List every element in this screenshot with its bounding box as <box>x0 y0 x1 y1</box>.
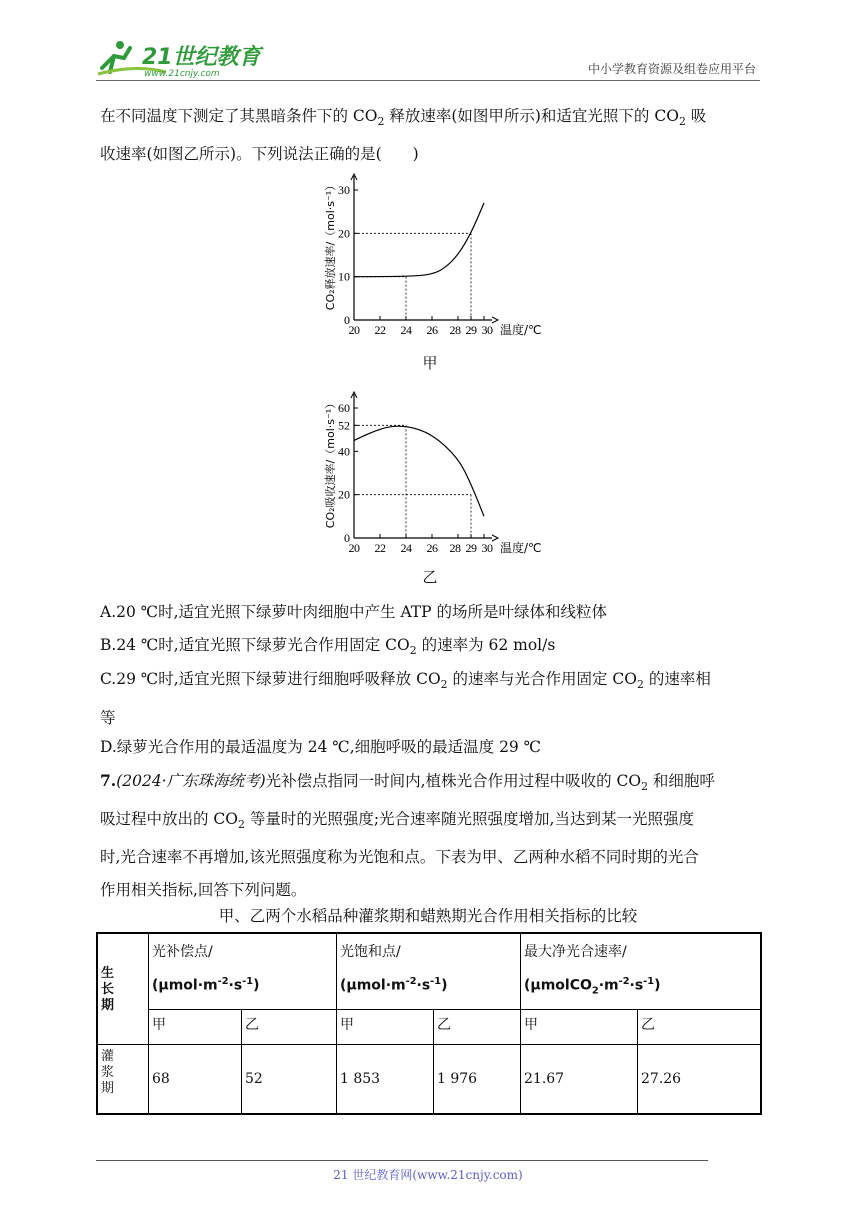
chart-jia-caption: 甲 <box>422 354 438 372</box>
y-tick-label: 52 <box>338 418 350 433</box>
y-tick-label: 0 <box>344 313 350 327</box>
y-tick-label: 40 <box>338 444 350 459</box>
y-tick-label: 60 <box>338 401 350 415</box>
chart-jia <box>310 168 550 358</box>
x-axis-label: 温度/℃ <box>500 541 542 555</box>
x-tick-label: 24 <box>400 323 412 337</box>
logo-url: www.21cnjy.com <box>144 69 220 78</box>
y-tick-label: 0 <box>344 531 350 545</box>
x-tick-label: 29 <box>465 323 477 337</box>
intro-paragraph: 在不同温度下测定了其黑暗条件下的 $CO_2$ 释放速率(如图甲所示)和适宜光照下的 $CO_2$ 吸 收速率(如图乙所示)。下列说法正确的是( ) <box>100 107 707 164</box>
option-b: B.24 ℃时,适宜光照下绿萝光合作用固定 $CO_2$ 的速率为 62 mol/s <box>100 636 556 658</box>
x-tick-label: 24 <box>400 541 412 555</box>
x-tick-label: 26 <box>426 541 438 555</box>
series-line <box>354 203 484 277</box>
chart-yi-caption: 乙 <box>422 568 438 586</box>
x-tick-label: 28 <box>449 323 461 337</box>
chart-yi <box>310 386 550 576</box>
x-tick-label: 29 <box>465 541 477 555</box>
x-axis-label: 温度/℃ <box>500 323 542 337</box>
x-tick-label: 30 <box>481 323 493 337</box>
y-axis-label: CO₂吸收速率/（mol·s⁻¹） <box>324 397 337 529</box>
x-tick-label: 22 <box>374 541 386 555</box>
question-source: (2024·广东珠海统考) <box>116 772 266 790</box>
logo-text: 21世纪教育 <box>142 45 261 70</box>
y-tick-label: 20 <box>338 226 350 241</box>
y-axis-label: CO₂释放速率/（mol·s⁻¹） <box>324 179 337 311</box>
option-a: A.20 ℃时,适宜光照下绿萝叶肉细胞中产生 ATP 的场所是叶绿体和线粒体 <box>100 603 608 621</box>
photosynthesis-table <box>96 932 762 1115</box>
x-axis-arrow <box>492 317 498 323</box>
x-tick-label: 26 <box>426 323 438 337</box>
col-light-saturation: 光饱和点/ $(\mu mol\cdot m^{-2}\cdot s^{-1})$ <box>337 933 521 1010</box>
col-light-compensation: 光补偿点/ $(\mu mol\cdot m^{-2}\cdot s^{-1})$ <box>149 933 337 1010</box>
option-d: D.绿萝光合作用的最适温度为 24 ℃,细胞呼吸的最适温度 29 ℃ <box>100 738 542 756</box>
question-number: 7. <box>100 771 117 790</box>
footer-text: 21 世纪教育网(www.21cnjy.com) <box>333 1168 523 1182</box>
header-divider <box>96 80 760 81</box>
row-label: 灌 浆 期 <box>97 1045 149 1115</box>
y-tick-label: 10 <box>338 269 350 284</box>
option-c: C.29 ℃时,适宜光照下绿萝进行细胞呼吸释放 $CO_2$ 的速率与光合作用固定 $CO_2$ 的速率相 等 <box>100 670 711 728</box>
x-tick-label: 22 <box>374 323 386 337</box>
row-header-cell: 生 长 期 <box>97 933 149 1045</box>
x-tick-label: 20 <box>348 541 360 555</box>
x-tick-label: 30 <box>481 541 493 555</box>
x-tick-label: 28 <box>449 541 461 555</box>
table-title: 甲、乙两个水稻品种灌浆期和蜡熟期光合作用相关指标的比较 <box>218 907 638 925</box>
series-line <box>354 426 484 516</box>
y-tick-label: 20 <box>338 487 350 502</box>
col-max-net-rate: 最大净光合速率/ $(\mu molCO_2\cdot m^{-2}\cdot s^{-1})$ <box>521 933 762 1010</box>
y-tick-label: 30 <box>338 183 350 197</box>
x-axis-arrow <box>492 535 498 541</box>
x-tick-label: 20 <box>348 323 360 337</box>
table-row: 灌 浆 期 68 52 1 853 1 976 21.67 27.26 <box>97 1045 761 1115</box>
site-logo <box>96 38 266 78</box>
question-7: 7.(2024·广东珠海统考)光补偿点指同一时间内,植株光合作用过程中吸收的 $CO_2$ 和细胞呼 吸过程中放出的 $CO_2$ 等量时的光照强度;光合速率随光照强度增加,当达到某一光照强度 时,光合速率不再增加,该光照强度称为光饱和点。下表为甲、乙两种水稻不同时期的光合 作用相关指标,回答下列问题。 <box>100 771 715 900</box>
table-subheader-row: 甲 乙 甲 乙 甲 乙 <box>97 1010 761 1045</box>
platform-name: 中小学教育资源及组卷应用平台 <box>587 62 756 76</box>
footer-divider <box>96 1160 708 1161</box>
